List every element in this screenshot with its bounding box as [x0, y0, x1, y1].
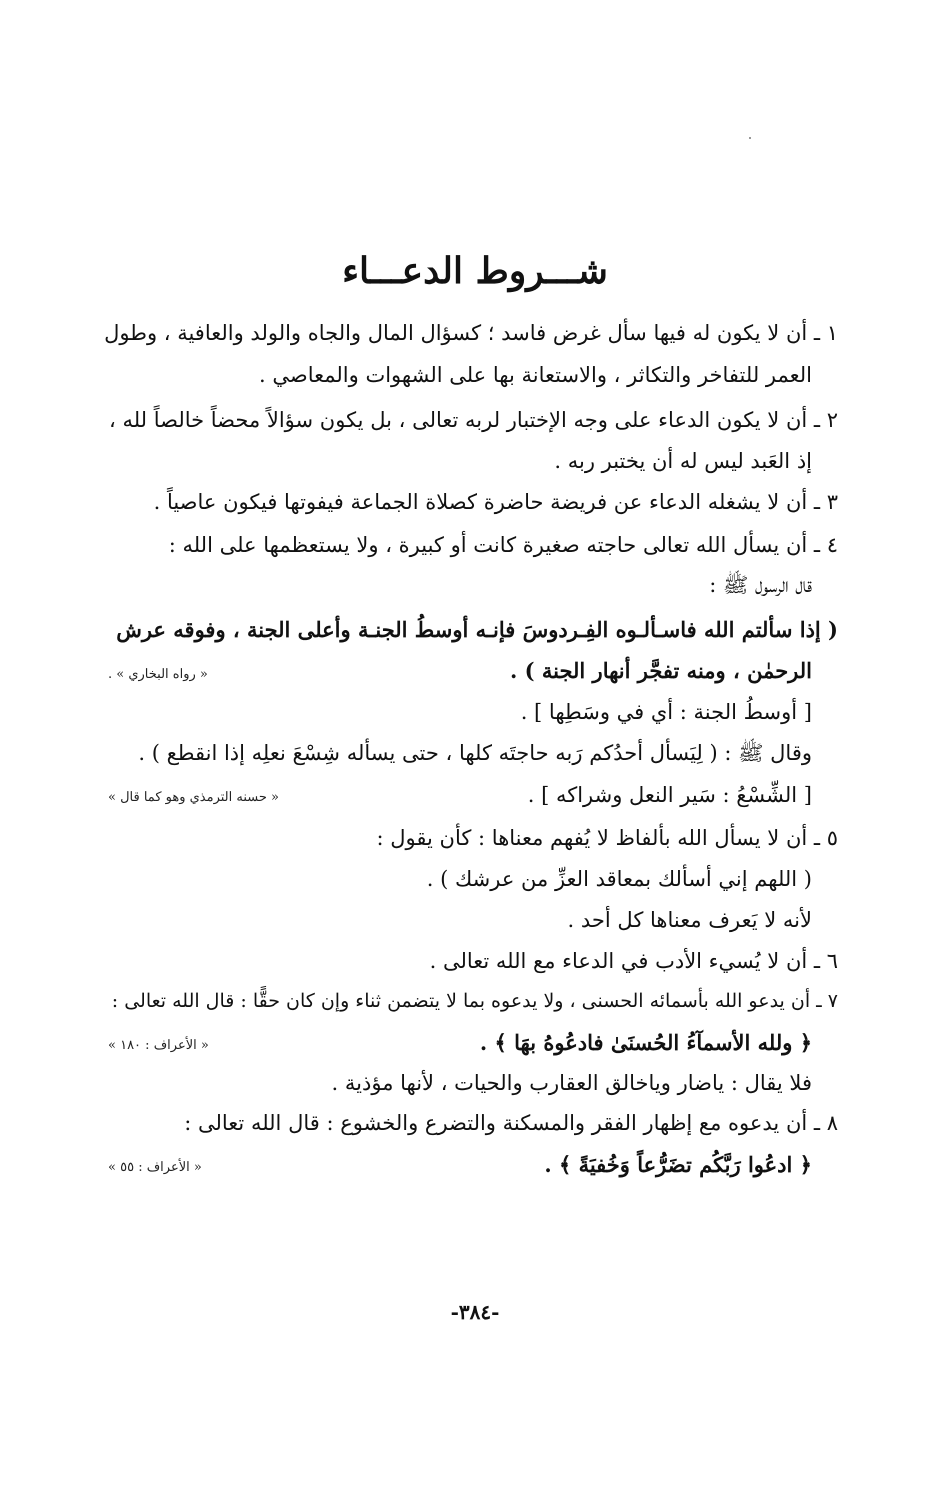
verse-araf-180: ﴿ ولله الأسمآءُ الحُسنَىٰ فادعُوهُ بهَا ﴾ . — [479, 1030, 812, 1055]
source-note-bukhari: « رواه البخاري » . — [108, 667, 208, 682]
hadith-2: وقال ﷺ : ( لِيَسأل أحدُكم رَبه حاجتَه كلها ، حتى يسأله شِسْعَ نعلِه إذا انقطع ) . — [138, 741, 812, 765]
condition-1-line-2: العمر للتفاخر والتكاثر ، والاستعانة بها على الشهوات والمعاصي . — [259, 363, 812, 387]
condition-6: ٦ ـ أن لا يُسيء الأدب في الدعاء مع الله تعالى . — [429, 949, 838, 973]
condition-1-line-1: ١ ـ أن لا يكون له فيها سأل غرض فاسد ؛ كسؤال المال والجاه والولد والعافية ، وطول — [104, 321, 838, 345]
verse-araf-55: ﴿ ادعُوا رَبَّكُم تضَرُّعاً وَخُفيَةً ﴾ . — [544, 1152, 812, 1177]
condition-8: ٨ ـ أن يدعوه مع إظهار الفقر والمسكنة والتضرع والخشوع : قال الله تعالى : — [184, 1111, 838, 1135]
condition-2-line-1: ٢ ـ أن لا يكون الدعاء على وجه الإختبار لربه تعالى ، بل يكون سؤالاً محضاً خالصاً لله ، — [108, 408, 838, 432]
page-title: شـــروط الدعـــاء — [342, 250, 608, 292]
source-note-araf-180: « الأعراف : ١٨٠ » — [108, 1038, 209, 1053]
condition-5: ٥ ـ أن لا يسأل الله بألفاظ لا يُفهم معناها : كأن يقول : — [376, 826, 838, 850]
scan-speck — [749, 137, 751, 139]
source-note-tirmidhi: « حسنه الترمذي وهو كما قال » — [108, 790, 279, 805]
condition-5-example: ( اللهم إني أسألك بمعاقد العزِّ من عرشك ) . — [426, 867, 812, 891]
gloss-2: [ الشِّسْعُ : سَير النعل وشراكه ] . — [527, 783, 812, 807]
page-number: -٣٨٤- — [450, 1300, 500, 1324]
source-note-araf-55: « الأعراف : ٥٥ » — [108, 1160, 202, 1175]
condition-7-example: فلا يقال : ياضار وياخالق العقارب والحيات ، لأنها مؤذية . — [331, 1071, 812, 1095]
condition-3: ٣ ـ أن لا يشغله الدعاء عن فريضة حاضرة كصلاة الجماعة فيفوتها فيكون عاصياً . — [153, 490, 838, 514]
hadith-1-line-1: ( إذا سألتم الله فاسـألـوه الفِـردوسَ فإنـه أوسطُ الجنـة وأعلى الجنة ، وفوقه عرش — [116, 617, 838, 642]
condition-4: ٤ ـ أن يسأل الله تعالى حاجته صغيرة كانت أو كبيرة ، ولا يستعظمها على الله : — [168, 533, 838, 557]
hadith-1-line-2: الرحمٰن ، ومنه تفجَّر أنهار الجنة ) . — [509, 658, 812, 683]
hadith-intro: قال الرسول ﷺ : — [709, 573, 812, 597]
condition-7: ٧ ـ أن يدعو الله بأسمائه الحسنى ، ولا يدعوه بما لا يتضمن ثناء وإن كان حقًّا : قال الله تعالى : — [111, 990, 838, 1012]
condition-5-reason: لأنه لا يَعرف معناها كل أحد . — [567, 908, 812, 932]
gloss-1: [ أوسطُ الجنة : أي في وسَطِها ] . — [520, 700, 812, 724]
condition-2-line-2: إذ العَبد ليس له أن يختبر ربه . — [554, 449, 812, 473]
